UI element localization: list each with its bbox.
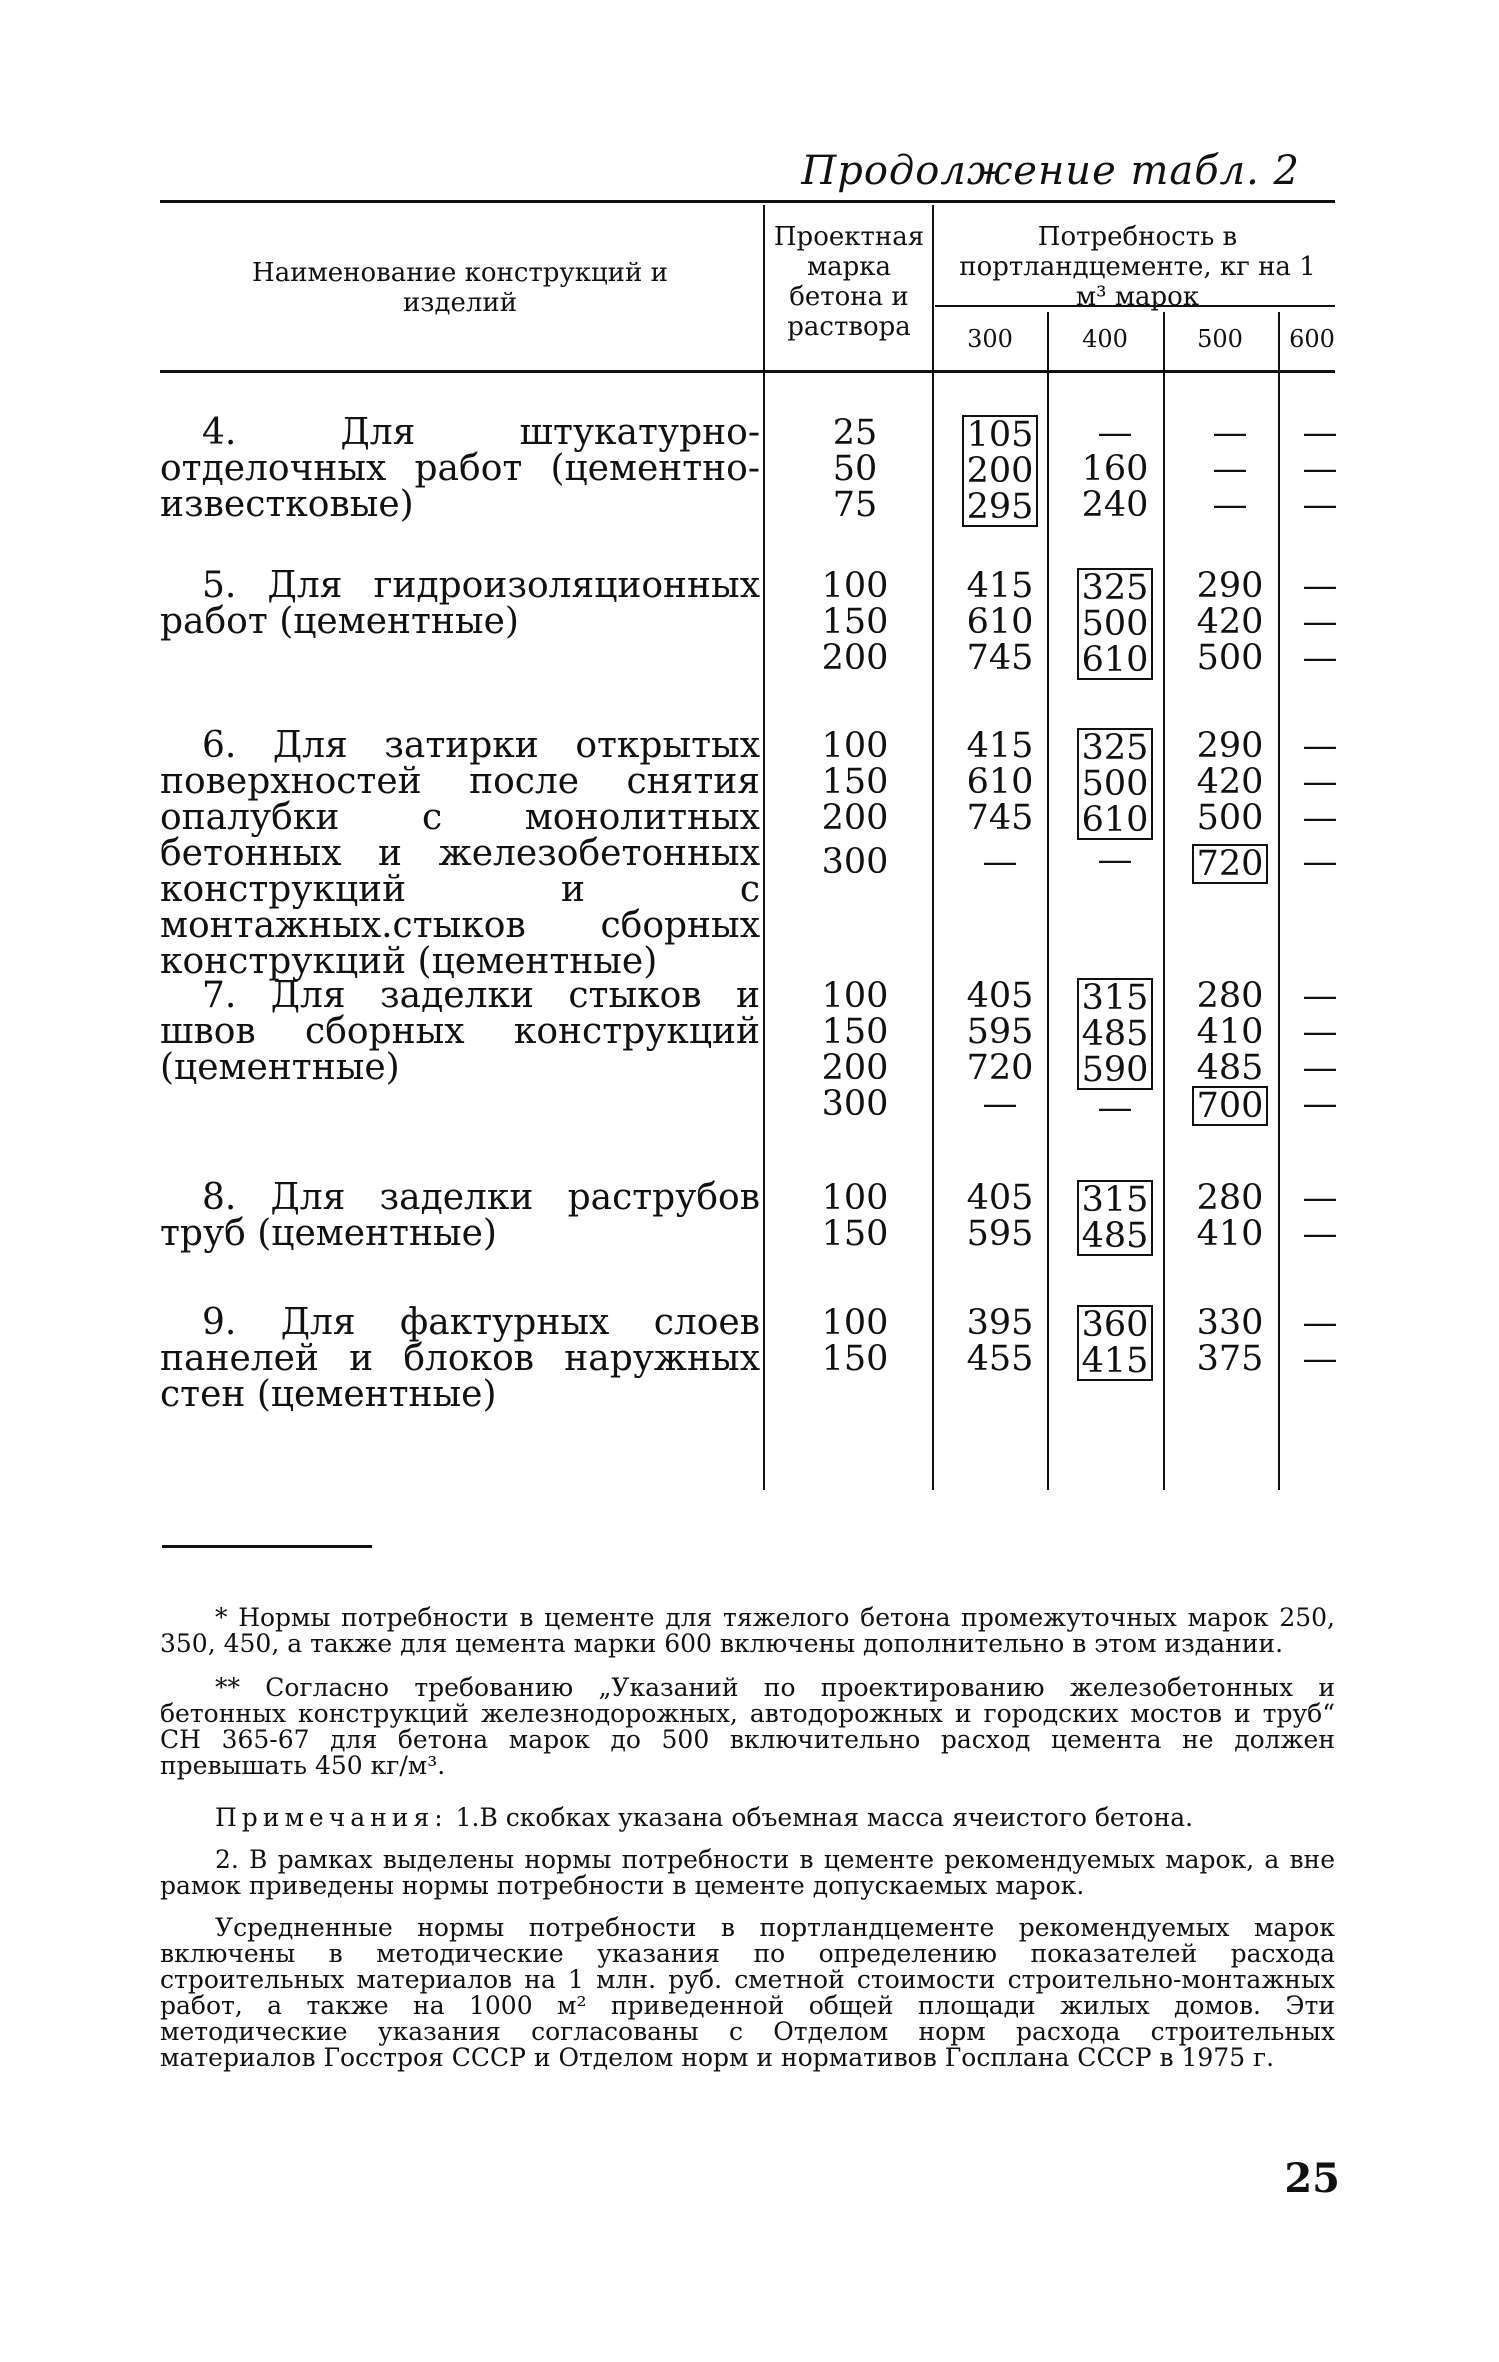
row-c500: 290 420 500 720	[1175, 728, 1285, 884]
row-c600: — — — —	[1302, 726, 1338, 882]
table-top-rule	[160, 200, 1335, 203]
notes	[160, 1805, 1335, 1831]
subheader-300: 300	[967, 325, 1013, 353]
subheader-600: 600	[1289, 325, 1335, 353]
row-c400: 315 485 590 —	[1060, 978, 1170, 1126]
row-grades: 100 150 200 300	[821, 726, 889, 882]
row-name: 4. Для штукатурно-отделочных работ (цементно-известковые)	[160, 412, 760, 525]
row-c300: 395 455	[966, 1303, 1034, 1379]
row-c400	[1060, 1180, 1170, 1256]
row-name: 8. Для заделки раструбов труб (цементные)	[160, 1177, 760, 1254]
note-2: 2. В рамках выделены нормы потребности в цементе рекомендуемых марок, а вне рамок приведены нормы потребности в цементе допускаемых марок.	[160, 1845, 1335, 1900]
recommended-box: 325 500 610	[1077, 568, 1154, 680]
row-name: 5. Для гидроизоляционных работ (цементные)	[160, 565, 760, 642]
header-need: Потребность в портландцементе, кг на 1 м³ марок	[959, 222, 1316, 312]
row-grades: 100 150 200	[821, 566, 889, 678]
recommended-box: 105 200 295	[962, 415, 1039, 527]
row-c400: 325 500 610 —	[1060, 728, 1170, 878]
row-c400	[1060, 568, 1170, 680]
row-grades: 100 150	[821, 1178, 889, 1254]
row-c600: — — —	[1302, 566, 1338, 678]
closing-paragraph: Усредненные нормы потребности в портландцементе рекомендуемых марок включены в методические указания по определению показателей расхода строительных материалов на 1 млн. руб. сметной стоимости строительно-монтажных работ, а также на 1000 м² приведенной общей площади жилых домов. Эти методические указания согласованы с Отделом норм расхода строительных материалов Госстроя СССР и Отделом норм и нормативов Госплана СССР в 1975 г.	[160, 1913, 1335, 2072]
row-c500: 280 410	[1196, 1178, 1264, 1254]
row-name: 7. Для заделки стыков и швов сборных конструкций (цементные)	[160, 975, 760, 1088]
recommended-box: 315 485 590	[1077, 978, 1154, 1090]
recommended-box: 325 500 610	[1077, 728, 1154, 840]
header-bottom-rule	[160, 370, 1335, 373]
row-c300	[945, 415, 1055, 527]
subheader-500: 500	[1197, 325, 1243, 353]
footnote-2: ** Согласно требованию „Указаний по проектированию железобетонных и бетонных конструкций железнодорожных, автодорожных и городских мостов и труб“ СН 365-67 для бетона марок до 500 включительно расход цемента не должен превышать 450 кг/м³.	[160, 1673, 1335, 1780]
row-c600: — —	[1302, 1178, 1338, 1254]
row-c600: — —	[1302, 1303, 1338, 1379]
row-c500: 280 410 485 700	[1175, 978, 1285, 1126]
recommended-box: 720	[1192, 844, 1269, 884]
row-name: 6. Для затирки открытых поверхностей после снятия опалубки с монолитных бетонных и железобетонных конструкций и с монтажных.стыков сборных конструкций (цементные)	[160, 725, 760, 982]
page-number: 25	[1284, 2155, 1340, 2202]
header-grade: Проектная марка бетона и раствора	[773, 222, 925, 342]
recommended-box: 700	[1192, 1086, 1269, 1126]
row-c500: 330 375	[1196, 1303, 1264, 1379]
row-c500: — — —	[1212, 413, 1248, 525]
notes-label: Примечания:	[215, 1803, 448, 1832]
note-1: 1.В скобках указана объемная масса ячеистого бетона.	[455, 1803, 1194, 1832]
row-c300: 405 595 720 —	[966, 976, 1034, 1124]
table-caption: Продолжение табл. 2	[801, 148, 1300, 194]
row-name: 9. Для фактурных слоев панелей и блоков наружных стен (цементные)	[160, 1302, 760, 1415]
row-grades: 100 150 200 300	[821, 976, 889, 1124]
row-c400	[1060, 1305, 1170, 1381]
row-c300: 405 595	[966, 1178, 1034, 1254]
row-c500: 290 420 500	[1196, 566, 1264, 678]
row-c300: 415 610 745 —	[966, 726, 1034, 882]
header-name: Наименование конструкций и изделий	[252, 258, 668, 318]
footnote-1: * Нормы потребности в цементе для тяжелого бетона промежуточных марок 250, 350, 450, а также для цемента марки 600 включены дополнительно в этом издании.	[160, 1603, 1335, 1658]
footnote-separator	[162, 1545, 372, 1548]
recommended-box: 360 415	[1077, 1305, 1154, 1381]
row-c300: 415 610 745	[966, 566, 1034, 678]
row-c600: — — —	[1302, 413, 1338, 525]
subheader-400: 400	[1082, 325, 1128, 353]
row-grades: 25 50 75	[832, 413, 878, 525]
col-divider-1	[763, 205, 765, 1490]
recommended-box: 315 485	[1077, 1180, 1154, 1256]
row-c400: — 160 240	[1081, 413, 1149, 525]
footnotes	[160, 1605, 1335, 2071]
row-grades: 100 150	[821, 1303, 889, 1379]
row-c600: — — — —	[1302, 976, 1338, 1124]
